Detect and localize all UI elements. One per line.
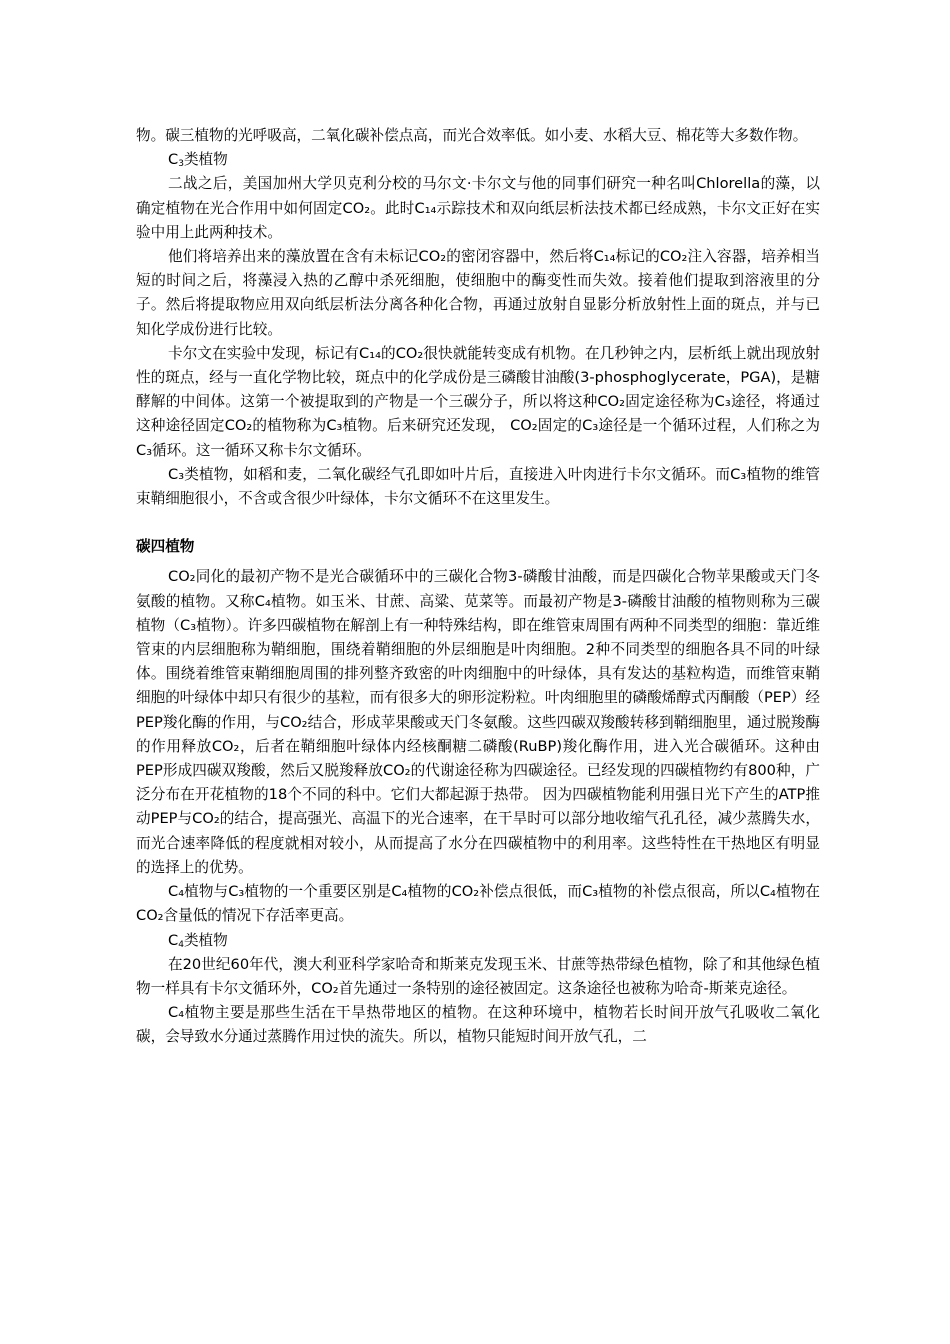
paragraph-c4-vs-c3: C₄植物与C₃植物的一个重要区别是C₄植物的CO₂补偿点很低，而C₃植物的补偿点很高，所以C₄植物在CO₂含量低的情况下存活率更高。 — [136, 883, 820, 925]
paragraph-hatch-slack: 在20世纪60年代，澳大利亚科学家哈奇和斯莱克发现玉米、甘蔗等热带绿色植物，除了和其他绿色植物一样具有卡尔文循环外，CO₂首先通过一条特别的途径被固定。这条途径也被称为哈奇-斯莱克途径。 — [136, 955, 820, 997]
paragraph-c3-summary: C₃类植物，如稻和麦，二氧化碳经气孔即如叶片后，直接进入叶肉进行卡尔文循环。而C₃植物的维管束鞘细胞很小，不含或含很少叶绿体，卡尔文循环不在这里发生。 — [136, 465, 820, 508]
subheading-c4-plants: $C_4$类植物 — [168, 931, 228, 950]
subheading-c3-plants: $C_3$类植物 — [168, 151, 228, 170]
paragraph-c4-definition: CO₂同化的最初产物不是光合碳循环中的三碳化合物3-磷酸甘油酸，而是四碳化合物苹果酸或天门冬氨酸的植物。又称C₄植物。如玉米、甘蔗、高粱、苋菜等。而最初产物是3-磷酸甘油酸的植物则称为三碳植物（C₃植物）。许多四碳植物在解剖上有一种特殊结构，即在维管束周围有两种不同类型的细胞：靠近维管束的内层细胞称为鞘细胞，围绕着鞘细胞的外层细胞是叶肉细胞。2种不同类型的细胞各具不同的叶绿体。围绕着维管束鞘细胞周围的排列整齐致密的叶肉细胞中的叶绿体，具有发达的基粒构造，而维管束鞘细胞的叶绿体中却只有很少的基粒，而有很多大的卵形淀粉粒。叶肉细胞里的磷酸烯醇式丙酮酸（PEP）经PEP羧化酶的作用，与CO₂结合，形成苹果酸或天门冬氨酸。这些四碳双羧酸转移到鞘细胞里，通过脱羧酶的作用释放CO₂，后者在鞘细胞叶绿体内经核酮糖二磷酸(RuBP)羧化酶作用，进入光合碳循环。这种由PEP形成四碳双羧酸，然后又脱羧释放CO₂的代谢途径称为四碳途径。已经发现的四碳植物约有800种，广泛分布在开花植物的18个不同的科中。它们大都起源于热带。 因为四碳植物能利用强日光下产生的ATP推动PEP与CO₂的结合，提高强光、高温下的光合速率，在干旱时可以部分地收缩气孔孔径，减少蒸腾失水，而光合速率降低的程度就相对较小，从而提高了水分在四碳植物中的利用率。这些特性在干热地区有明显的选择上的优势。 — [136, 568, 820, 876]
paragraph-discovery: 卡尔文在实验中发现，标记有C₁₄的CO₂很快就能转变成有机物。在几秒钟之内，层析纸上就出现放射性的斑点，经与一直化学物比较，斑点中的化学成份是三磷酸甘油酸(3-phosphoglycerate，PGA)，是糖酵解的中间体。这第一个被提取到的产物是一个三碳分子，所以将这种CO₂固定途径称为C₃途径，将通过这种途径固定CO₂的植物称为C₃植物。后来研究还发现， CO₂固定的C₃途径是一个循环过程，人们称之为C₃循环。这一循环又称卡尔文循环。 — [136, 344, 820, 459]
paragraph-calvin-research: 二战之后，美国加州大学贝克利分校的马尔文·卡尔文与他的同事们研究一种名叫Chlorella的藻，以确定植物在光合作用中如何固定CO₂。此时C₁₄示踪技术和双向纸层析法技术都已经成熟，卡尔文正好在实验中用上此两种技术。 — [136, 175, 820, 241]
paragraph-intro: 物。碳三植物的光呼吸高，二氧化碳补偿点高，而光合效率低。如小麦、水稻大豆、棉花等大多数作物。 — [136, 127, 808, 144]
paragraph-experiment: 他们将培养出来的藻放置在含有未标记CO₂的密闭容器中，然后将C₁₄标记的CO₂注入容器，培养相当短的时间之后，将藻浸入热的乙醇中杀死细胞，使细胞中的酶变性而失效。接着他们提取到溶液里的分子。然后将提取物应用双向纸层析法分离各种化合物，再通过放射自显影分析放射性上面的斑点，并与已知化学成份进行比较。 — [136, 248, 820, 338]
section-heading-c4: 碳四植物 — [136, 538, 195, 556]
paragraph-c4-habitat: C₄植物主要是那些生活在干旱热带地区的植物。在这种环境中，植物若长时间开放气孔吸收二氧化碳，会导致水分通过蒸腾作用过快的流失。所以，植物只能短时间开放气孔，二 — [136, 1004, 820, 1046]
document-page — [136, 124, 820, 1050]
